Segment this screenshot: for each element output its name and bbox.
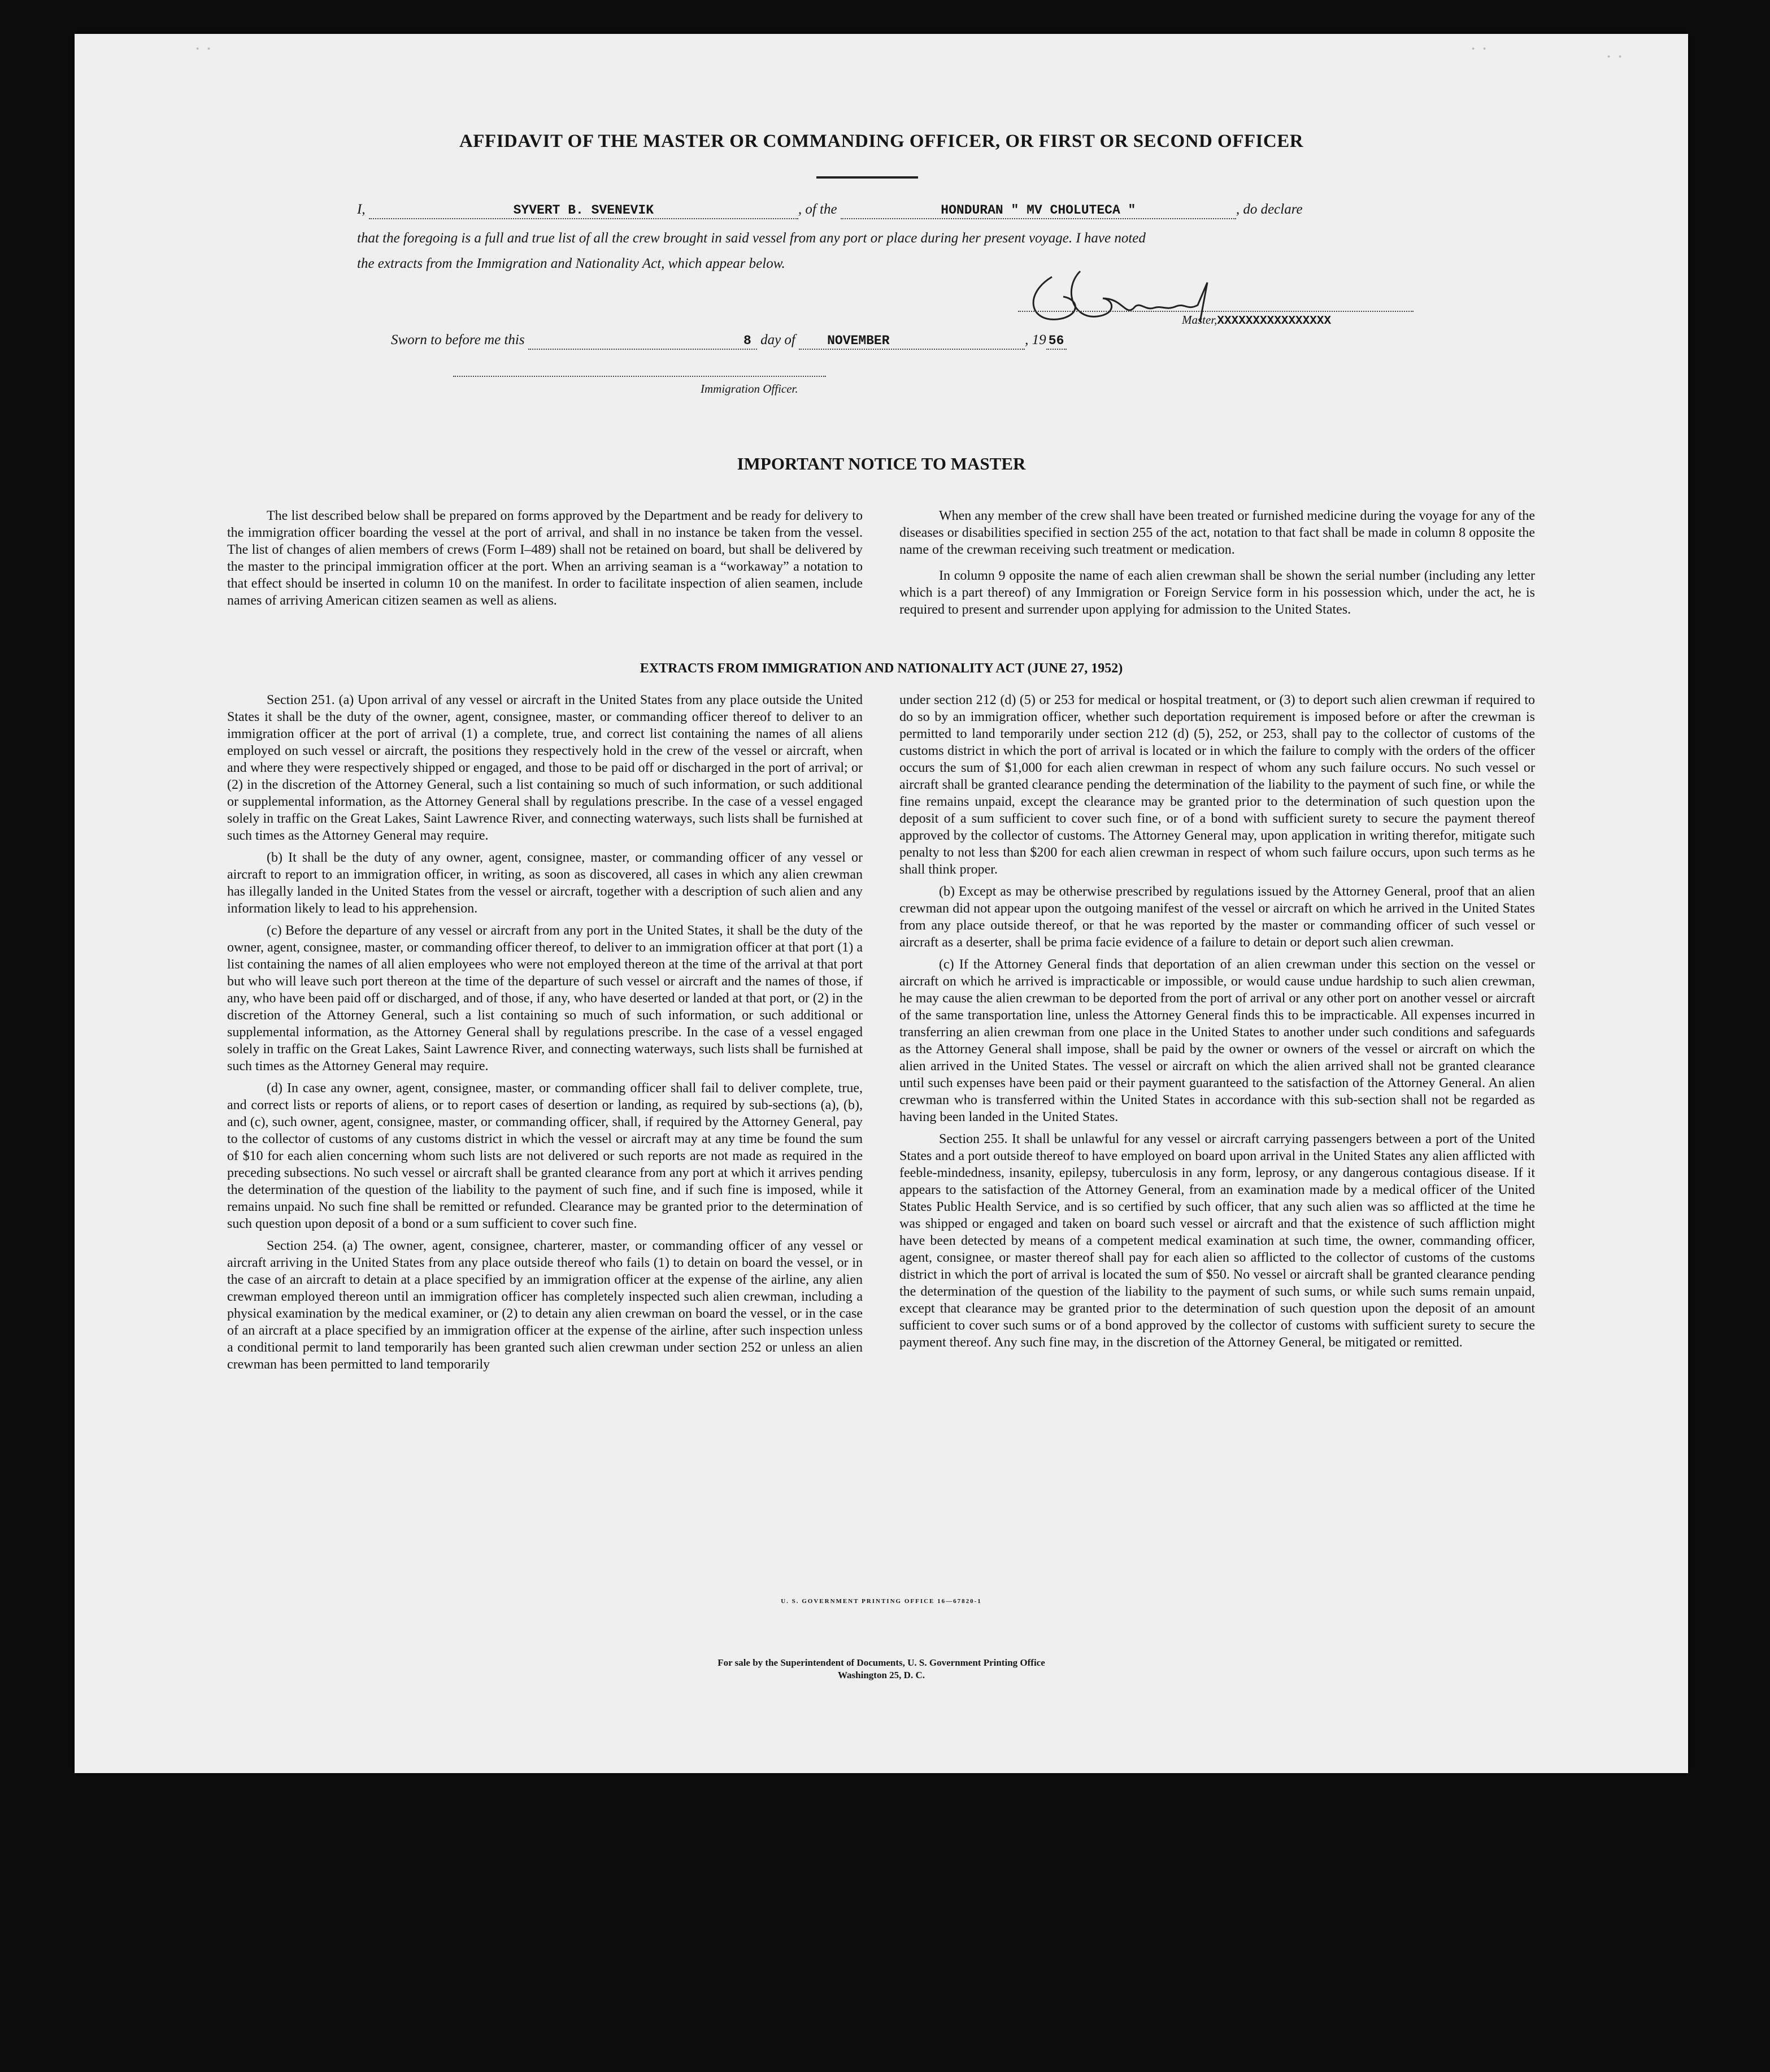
act-section-254a-continued: under section 212 (d) (5) or 253 for medical or hospital treatment, or (3) to deport such alien crewman if required to do so by an immigration officer, whether such deportation requirement is imposed before or after the crewman is permitted to land temporarily under section 212 (d) (5), 252, or 253, shall pay to the collector of customs of the customs district in which the port of arrival is located or in which the failure to comply with the orders of the officer occurs the sum of $1,000 for each alien crewman in respect of whom any such failure occurs. No such vessel or aircraft shall be granted clearance pending the determination of the liability to the payment of such fine, or while the fine remains unpaid, except the clearance may be granted prior to the determination of such question upon the deposit of a sum sufficient to cover such fine, or of a bond with sufficient surety to secure the payment thereof approved by the collector of customs. The Attorney General may, upon application in writing therefor, mitigate such penalty to not less than $200 for each alien crewman in respect of whom such failure occurs, upon such terms as he shall think proper. [899,693,1535,877]
act-section-254c: (c) If the Attorney General finds that deportation of an alien crewman under this section on the vessel or aircraft on which he arrived is impracticable or impossible, or would cause undue hardship to such alien crewman, he may cause the alien crewman to be deported from the port of arrival or any other port on another vessel or aircraft of the same transportation line, unless the Attorney General finds this to be impracticable. All expenses incurred in transferring an alien crewman from one place in the United States to another under such conditions and safeguards as the Attorney General shall impose, shall be paid by the owner or owners of the vessel or aircraft on which the alien arrived in the United States. The vessel or aircraft on which the alien arrived shall not be granted clearance until such expenses have been paid or their payment guaranteed to the satisfaction of the Attorney General. An alien crewman who is transferred within the United States in accordance with this sub-section shall not be regarded as having been landed in the United States. [899,957,1535,1124]
sale-notice [75,1657,1688,1682]
affidavit-title: AFFIDAVIT OF THE MASTER OR COMMANDING OFFICER, OR FIRST OR SECOND OFFICER [459,131,1304,151]
master-label: Master, [1182,313,1217,327]
affidavit-line-3: the extracts from the Immigration and Nationality Act, which appear below. [357,256,785,271]
vessel-name-field: HONDURAN " MV CHOLUTECA " [841,202,1236,219]
extracts-left-column [227,692,863,1378]
act-section-254a: Section 254. (a) The owner, agent, consignee, charterer, master, or commanding officer of any vessel or aircraft arriving in the United States from any place outside thereof who fails (1) to detain on board the vessel, or in the case of an aircraft to detain at a place specified by an immigration officer at the expense of the airline, any alien crewman employed thereon until an immigration officer has completely inspected such alien crewman, including a physical examination by the medical examiner, or (2) to detain any alien crewman on board the vessel, or in the case of an aircraft at a place specified by an immigration officer at the expense of the airline, after such inspection unless a conditional permit to land temporarily has been granted such alien crewman under section 252 or unless an alien crewman has been permitted to land temporarily [227,1239,863,1372]
sworn-line [391,332,1067,350]
notice-title: IMPORTANT NOTICE TO MASTER [737,454,1026,474]
of-the-text: , of the [798,202,837,217]
title-rule [816,176,918,179]
sworn-label: Sworn to before me this [391,332,525,347]
master-name-field: SYVERT B. SVENEVIK [369,202,798,219]
extracts-title: EXTRACTS FROM IMMIGRATION AND NATIONALITY ACT (JUNE 27, 1952) [640,661,1123,676]
scan-speck: · · [1606,46,1624,67]
extracts-right-column [899,692,1535,1356]
master-caption [1182,313,1331,328]
sale-line-1: For sale by the Superintendent of Documents, U. S. Government Printing Office [717,1657,1045,1668]
act-section-255: Section 255. It shall be unlawful for any vessel or aircraft carrying passengers between a port of the United States and a port outside thereof to have employed on board upon arrival in the United States any alien afflicted with feeble-mindedness, insanity, epilepsy, tuberculosis in any form, leprosy, or any dangerous contagious disease. If it appears to the satisfaction of the Attorney General, from an examination made by a medical officer of the United States Public Health Service, and is so certified by such officer, that any such alien was so afflicted at the time he was shipped or engaged and taken on board such vessel or aircraft and that the existence of such affliction might have been detected by means of a competent medical examination at such time, the owner, commanding officer, agent, consignee, or master thereof shall pay for each alien so afflicted to the collector of customs of the customs district in which the port of arrival is located the sum of $50. No vessel or aircraft shall be granted clearance pending the determination of the question of the liability to the payment of such sums, or while such sums remain unpaid, except that clearance may be granted prior to the determination of such question upon the deposit of an amount sufficient to cover such sums or of a bond approved by the collector of customs with sufficient surety to secure the payment thereof. Any such fine may, in the discretion of the Attorney General, be mitigated or remitted. [899,1132,1535,1350]
sworn-day-field: 8 [528,333,757,350]
notice-paragraph: In column 9 opposite the name of each alien crewman shall be shown the serial number (including any letter which is a part thereof) of any Immigration or Foreign Service form in his possession which, under the act, he is required to present and surrender upon applying for admission to the United States. [899,568,1535,617]
struck-title: XXXXXXXXXXXXXXXX [1217,315,1332,328]
signature-line [1018,311,1414,312]
notice-left-column [227,507,863,614]
officer-caption: Immigration Officer. [701,382,798,396]
notice-paragraph: The list described below shall be prepared on forms approved by the Department and be ready for delivery to the immigration officer boarding the vessel at the port of arrival, and shall in no instance be taken from the vessel. The list of changes of alien members of crews (Form I–489) shall not be retained on board, but shall be delivered by the master to the principal immigration officer at the port. When an arriving seaman is a “workaway” a notation to that effect should be inserted in column 10 on the manifest. In order to facilitate inspection of alien seamen, include names of arriving American citizen seamen as well as aliens. [227,509,863,608]
form-page [75,34,1688,1773]
sworn-month-field: NOVEMBER [799,333,1025,350]
act-section-251b: (b) It shall be the duty of any owner, agent, consignee, master, or commanding officer of any vessel or aircraft to report to an immigration officer, in writing, as soon as discovered, all cases in which any alien crewman has illegally landed in the United States from the vessel or aircraft, together with a description of such alien and any information likely to lead to his apprehension. [227,850,863,916]
act-section-251d: (d) In case any owner, agent, consignee, master, or commanding officer shall fail to deliver complete, true, and correct lists or reports of aliens, or to report cases of desertion or landing, as required by sub-sections (a), (b), and (c), such owner, agent, consignee, master, or commanding officer, shall, if required by the Attorney General, pay to the collector of customs of any customs district in which the vessel or aircraft may at any time be found the sum of $10 for each alien concerning whom such lists are not delivered or such reports are not made as required in the preceding subsections. No such vessel or aircraft shall be granted clearance from any port at which it arrives pending the determination of the question of the liability to the payment of such fine, and if such fine is imposed, while it remains unpaid. No such fine shall be remitted or refunded. Clearance may be granted prior to the determination of such question upon deposit of a bond or a sum sufficient to cover such fine. [227,1081,863,1231]
sale-line-2: Washington 25, D. C. [838,1670,925,1680]
officer-signature-line [453,376,826,377]
notice-right-column [899,507,1535,627]
gpo-imprint: U. S. GOVERNMENT PRINTING OFFICE 16—67820-1 [781,1598,982,1605]
notice-paragraph: When any member of the crew shall have been treated or furnished medicine during the voyage for any of the diseases or disabilities specified in section 255 of the act, notation to that fact shall be made in column 8 opposite the name of the crewman receiving such treatment or medication. [899,509,1535,557]
act-section-251c: (c) Before the departure of any vessel or aircraft from any port in the United States, it shall be the duty of the owner, agent, consignee, master, or commanding officer thereof, to deliver to an immigration officer at that port (1) a list containing the names of all alien employees who were not employed thereon at the time of the arrival at that port but who will leave such port thereon at the time of the departure of such vessel or aircraft and the names of those, if any, who have been paid off or discharged, and of those, if any, who have deserted or landed at that port, or (2) in the discretion of the Attorney General, such a list containing so much of such information, or such additional or supplemental information, as the Attorney General shall by regulations prescribe. In the case of a vessel engaged solely in traffic on the Great Lakes, Saint Lawrence River, and connecting waterways, such lists shall be furnished at such times as the Attorney General may require. [227,923,863,1074]
year-prefix: , 19 [1025,332,1046,347]
act-section-251a: Section 251. (a) Upon arrival of any vessel or aircraft in the United States from any place outside the United States it shall be the duty of the owner, agent, consignee, master, or commanding officer thereof to deliver to an immigration officer at the port of arrival (1) a complete, true, and correct list containing the names of all aliens employed on such vessel or aircraft, the positions they respectively hold in the crew of the vessel or aircraft, when and where they were respectively shipped or engaged, and those to be paid off or discharged in the port of arrival; or (2) in the discretion of the Attorney General, such a list containing so much of such information, or such additional or supplemental information, as the Attorney General shall by regulations prescribe. In the case of a vessel engaged solely in traffic on the Great Lakes, Saint Lawrence River, and connecting waterways, such lists shall be furnished at such times as the Attorney General may require. [227,693,863,843]
affidavit-line-1 [357,202,1303,219]
act-section-254b: (b) Except as may be otherwise prescribed by regulations issued by the Attorney General, proof that an alien crewman did not appear upon the outgoing manifest of the vessel or aircraft on which he arrived in the United States from any place outside thereof, or that he was reported by the master or commanding officer of such vessel or aircraft as a deserter, shall be prima facie evidence of a failure to detain or deport such alien crewman. [899,884,1535,950]
scan-speck: · · [1470,38,1488,59]
affidavit-i-text: I, [357,202,366,217]
day-of-label: day of [760,332,795,347]
sworn-year-field: 56 [1046,333,1067,350]
scan-speck: · · [194,38,212,59]
affidavit-line-2: that the foregoing is a full and true list of all the crew brought in said vessel from any port or place during her present voyage. I have noted [357,231,1146,246]
do-declare-text: , do declare [1236,202,1303,217]
